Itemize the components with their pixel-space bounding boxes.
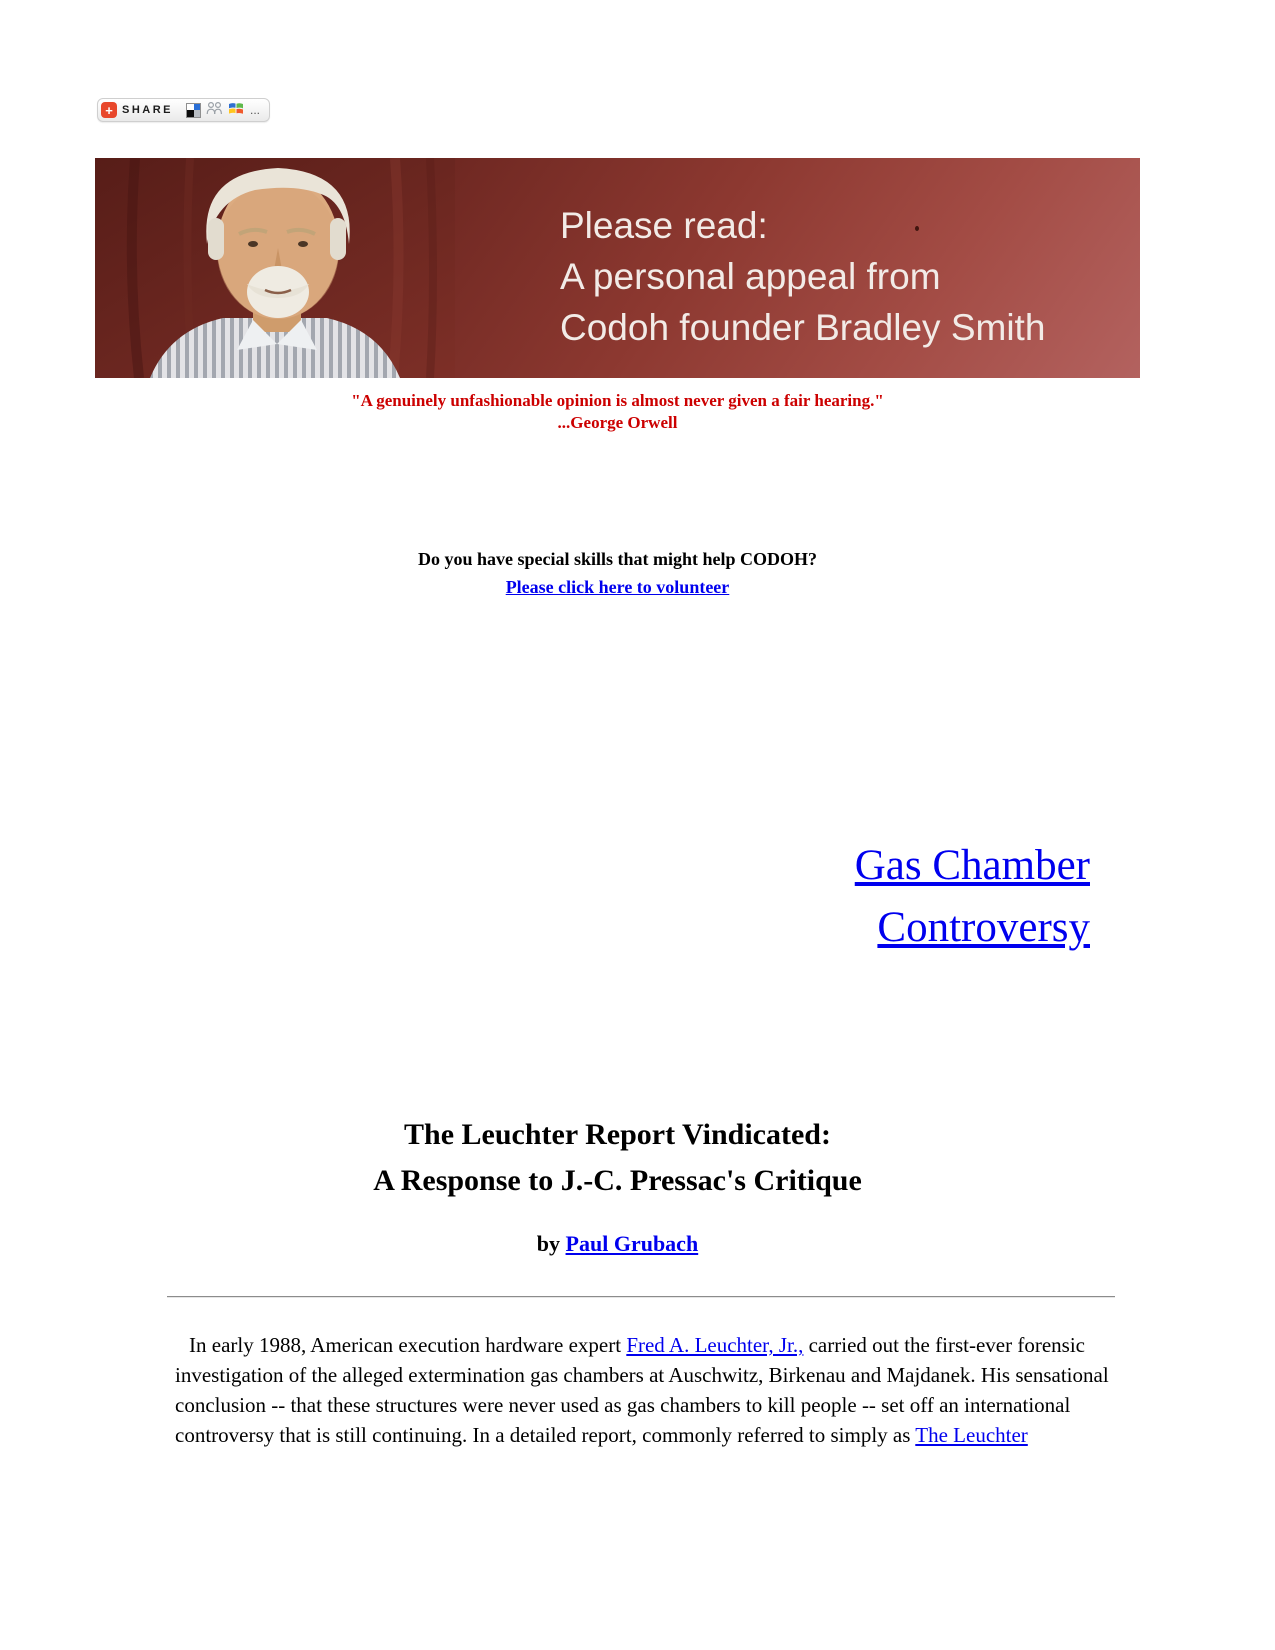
banner-line-1: Please read: — [560, 205, 768, 246]
volunteer-question: Do you have special skills that might help CODOH? — [417, 549, 818, 569]
appeal-banner[interactable] — [95, 158, 1140, 378]
quote-attribution: ...George Orwell — [557, 413, 678, 432]
share-label: SHARE — [122, 104, 174, 116]
article-title-line-1: The Leuchter Report Vindicated: — [404, 1118, 831, 1151]
quote-text: "A genuinely unfashionable opinion is almost never given a fair hearing." — [351, 391, 884, 410]
section-link-line-1: Gas Chamber — [854, 842, 1090, 889]
volunteer-link[interactable]: Please click here to volunteer — [505, 577, 730, 597]
leuchter-link[interactable]: Fred A. Leuchter, Jr., — [626, 1333, 804, 1357]
section-link-line-2: Controversy — [877, 904, 1090, 951]
banner-appeal-text — [560, 200, 1045, 353]
share-more-label[interactable]: ... — [250, 103, 261, 117]
volunteer-call — [95, 545, 1140, 601]
orwell-quote — [95, 390, 1140, 434]
banner-line-2: A personal appeal from — [560, 256, 941, 297]
gas-chamber-controversy-link[interactable] — [855, 842, 1090, 951]
share-widget[interactable] — [97, 98, 270, 122]
article-body — [167, 1296, 1115, 1450]
banner-line-3: Codoh founder Bradley Smith — [560, 307, 1046, 348]
article-title — [95, 1112, 1140, 1204]
byline — [95, 1231, 1140, 1257]
author-link[interactable]: Paul Grubach — [565, 1231, 699, 1256]
leuchter-report-link[interactable]: The Leuchter — [915, 1423, 1028, 1447]
people-icon[interactable] — [206, 101, 223, 120]
portrait-photo — [95, 158, 455, 378]
intro-paragraph — [175, 1330, 1110, 1450]
delicious-icon[interactable] — [186, 103, 201, 118]
byline-prefix: by — [536, 1231, 566, 1256]
article-title-line-2: A Response to J.-C. Pressac's Critique — [373, 1164, 862, 1197]
divider — [167, 1296, 1115, 1298]
section-link-block — [95, 835, 1090, 959]
addthis-plus-icon[interactable] — [101, 102, 117, 118]
paragraph-text-2: carried out the first-ever forensic investigation of the alleged extermination gas chambers at Auschwitz, Birkenau and Majdanek. His sensational conclusion -- that these structures were never used as gas chambers to kill people -- set off an international controversy that is still continuing. In a detailed report, commonly referred to simply as — [175, 1333, 1109, 1447]
windows-live-icon[interactable] — [228, 101, 244, 120]
paragraph-text-1: In early 1988, American execution hardware expert — [189, 1333, 627, 1357]
plus-glyph: + — [105, 102, 113, 118]
